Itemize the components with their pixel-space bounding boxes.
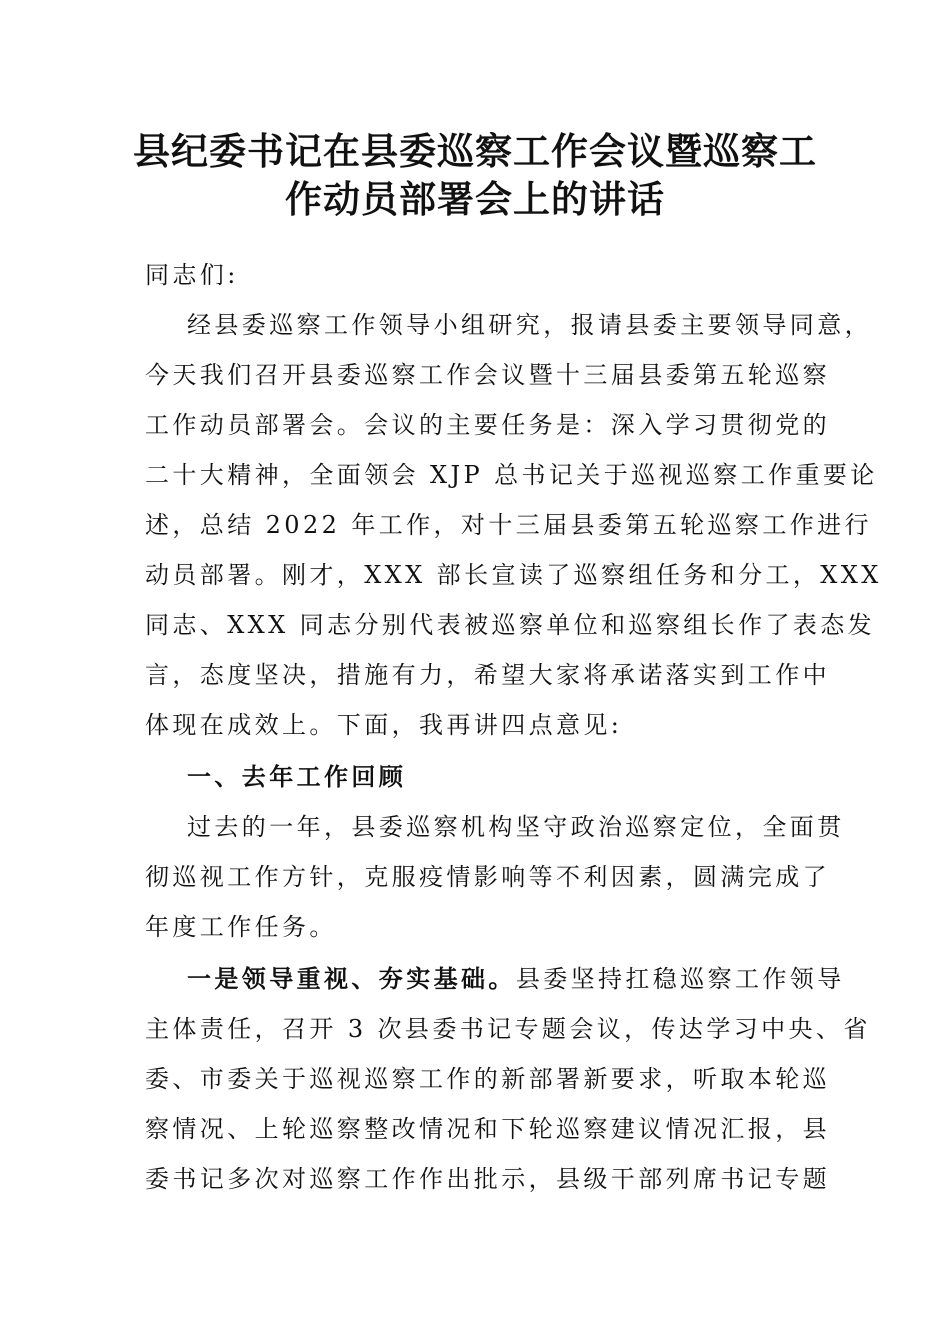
- paragraph-line: 二十大精神，全面领会 XJP 总书记关于巡视巡察工作重要论: [145, 461, 878, 489]
- paragraph-text: 县委坚持扛稳巡察工作领导: [515, 965, 845, 993]
- paragraph-line: 经县委巡察工作领导小组研究，报请县委主要领导同意，: [187, 311, 872, 339]
- paragraph-line: 今天我们召开县委巡察工作会议暨十三届县委第五轮巡察: [145, 361, 830, 389]
- paragraph-lead: 一是领导重视、夯实基础。: [187, 964, 516, 993]
- paragraph-line: 主体责任，召开 3 次县委书记专题会议，传达学习中央、省: [145, 1015, 871, 1043]
- paragraph-line: 彻巡视工作方针，克服疫情影响等不利因素，圆满完成了: [145, 863, 830, 891]
- paragraph-line: 委、市委关于巡视巡察工作的新部署新要求，听取本轮巡: [145, 1065, 830, 1093]
- paragraph-line: [145, 954, 852, 1004]
- paragraph-line: 委书记多次对巡察工作作出批示，县级干部列席书记专题: [145, 1165, 830, 1193]
- salutation: 同志们:: [145, 261, 239, 289]
- document-title-line-1: 县纪委书记在县委巡察工作会议暨巡察工: [133, 129, 817, 173]
- paragraph-line: 过去的一年，县委巡察机构坚守政治巡察定位，全面贯: [187, 813, 845, 841]
- paragraph-line: 察情况、上轮巡察整改情况和下轮巡察建议情况汇报，县: [145, 1115, 830, 1143]
- paragraph-line: 述，总结 2022 年工作，对十三届县委第五轮巡察工作进行: [145, 511, 872, 539]
- paragraph-line: 动员部署。刚才，XXX 部长宣读了巡察组任务和分工，XXX: [145, 561, 882, 589]
- paragraph-line: 年度工作任务。: [145, 913, 337, 941]
- paragraph-line: 同志、XXX 同志分别代表被巡察单位和巡察组长作了表态发: [145, 611, 876, 639]
- paragraph-line: 工作动员部署会。会议的主要任务是：深入学习贯彻党的: [145, 411, 830, 439]
- section-heading: 一、去年工作回顾: [187, 762, 407, 791]
- paragraph-line: 体现在成效上。下面，我再讲四点意见:: [145, 711, 623, 739]
- document-title-line-2: 作动员部署会上的讲话: [285, 177, 665, 221]
- paragraph-line: 言，态度坚决，措施有力，希望大家将承诺落实到工作中: [145, 661, 830, 689]
